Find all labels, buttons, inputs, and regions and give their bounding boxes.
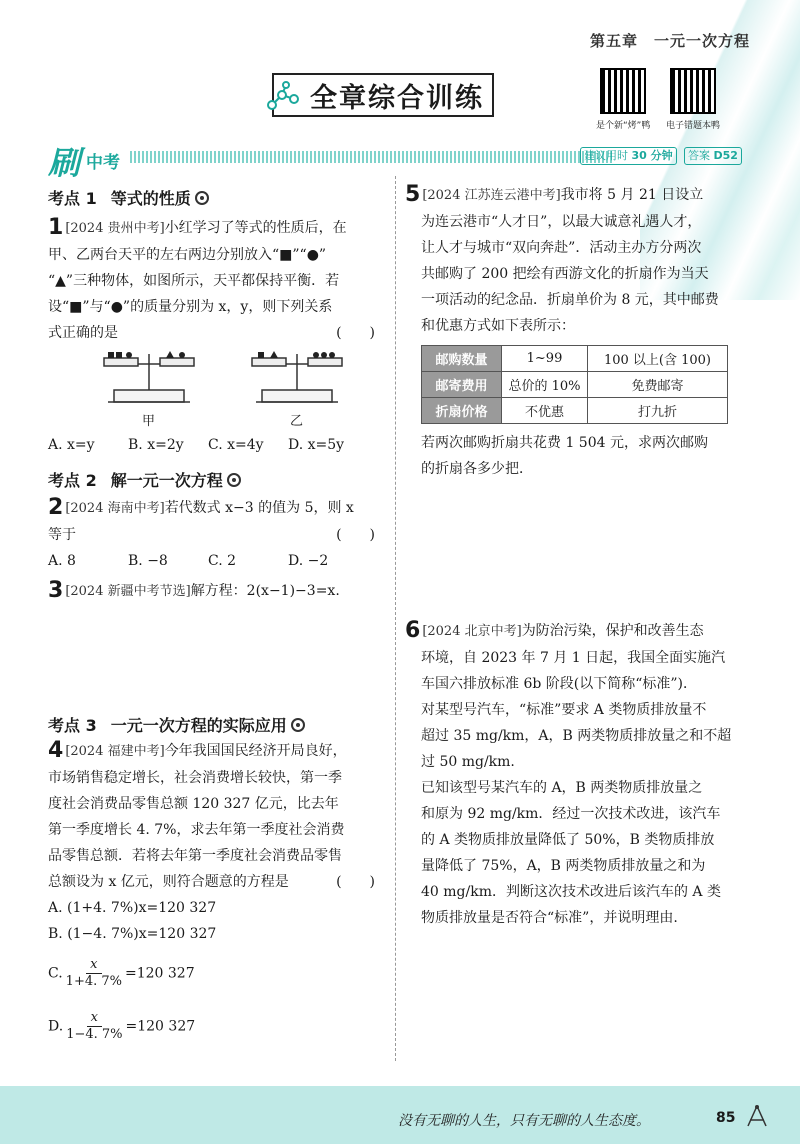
target-icon: [291, 718, 305, 732]
scale-caption-a: 甲: [142, 414, 156, 429]
brand-logo: 刷: [48, 144, 81, 182]
option-d[interactable]: D. $\frac{x}{1-4. 7\%}$ =120 327: [48, 1010, 196, 1042]
option-b[interactable]: B. (1−4. 7%)x=120 327: [48, 926, 217, 942]
left-column: [48, 180, 383, 1043]
question-5: 5 [2024 江苏连云港中考]我市将 5 月 21 日设立 为连云港市“人才日”，以最大诚意礼遇人才， 让人才与城市“双向奔赴”．活动主办方分两次 共邮购了 200 把绘有西游文化的折扇作为当天 一项活动的纪念品．折扇单价为 8 元，其中邮费 和优惠方式如下表所示： 邮购数量 1~99 100 以上(含 100) 邮寄费用 总价的 10% 免费邮寄 折扇价格 不优惠 打九折 若两次邮购折扇共花费 1 504 元，求两次邮购 的折扇各多少把．: [405, 182, 770, 482]
molecule-icon: [266, 81, 302, 111]
column-divider: [395, 176, 396, 1061]
qr-label-right: 电子错题本鸭: [666, 121, 721, 131]
target-icon: [227, 473, 241, 487]
page-title-box: [272, 73, 494, 117]
question-3: 3 [2024 新疆中考节选]解方程：2(x−1)−3=x.: [48, 578, 340, 603]
option-c[interactable]: C. x=4y: [208, 437, 264, 453]
table-row: 邮寄费用 总价的 10% 免费邮寄: [422, 372, 728, 398]
section-heading-3: 考点 3 一元一次方程的实际应用: [48, 713, 383, 736]
table-row: 邮购数量 1~99 100 以上(含 100): [422, 346, 728, 372]
section-brand-bar: [48, 142, 778, 182]
brand-sub: 中考: [86, 153, 120, 173]
qr-code-left[interactable]: [600, 68, 646, 114]
q2-options: [48, 548, 383, 574]
page-number: 85: [716, 1110, 736, 1126]
scale-caption-b: 乙: [290, 414, 304, 429]
table-row: 折扇价格 不优惠 打九折: [422, 398, 728, 424]
section-heading-1: 考点 1 等式的性质: [48, 186, 383, 209]
option-d[interactable]: D. x=5y: [288, 437, 345, 453]
question-1: 1 [2024 贵州中考]小红学习了等式的性质后，在 甲、乙两台天平的左右两边分别放入“■”“●” “▲”三种物体，如图所示，天平都保持平衡．若 设“■”与“●”的质量分别为 x，y，则下列关系 式正确的是 ( ) 甲 乙 A. x=y B. x=2y C. x=4y D. x=5y: [48, 215, 383, 458]
right-column: [405, 182, 770, 931]
question-4: 4 [2024 福建中考]今年我国国民经济开局良好， 市场销售稳定增长，社会消费增长较快，第一季 度社会消费品零售总额 120 327 亿元，比去年 第一季度增长 4. 7%，求去年第一季度社会消费 品零售总额．若将去年第一季度社会消费品零售 总额设为 x 亿元，则符合题意的方程是 ( ) A. (1+4. 7%)x=120 327 B. (1−4. 7%)x=120 327 C. $\frac{x}{1+4. 7\%}$ =120 327 D. $\frac{x}{1-4. 7\%}$ =120 327: [48, 738, 383, 1043]
page-footer: [0, 1086, 800, 1144]
q1-options: [48, 432, 383, 458]
target-icon: [195, 191, 209, 205]
answer-ref[interactable]: 答案 D52: [684, 147, 742, 165]
balance-scales-figure: [94, 350, 354, 429]
chapter-label: 第五章 一元一次方程: [590, 32, 751, 50]
option-c[interactable]: C. $\frac{x}{1+4. 7\%}$ =120 327: [48, 957, 195, 989]
qr-code-right[interactable]: [670, 68, 716, 114]
section-heading-2: 考点 2 解一元一次方程: [48, 468, 383, 491]
option-c[interactable]: C. 2: [208, 553, 237, 569]
option-d[interactable]: D. −2: [288, 553, 329, 569]
balance-scales-icon: [94, 350, 354, 420]
footer-motto: 没有无聊的人生，只有无聊的人生态度。: [398, 1113, 650, 1129]
dotted-rule: [130, 151, 614, 163]
question-2: 2 [2024 海南中考]若代数式 x−3 的值为 5，则 x 等于 ( ) A. 8 B. −8 C. 2 D. −2: [48, 495, 383, 574]
qr-label-left: 是个新“烤”鸭: [596, 121, 651, 131]
compass-icon: [744, 1104, 770, 1128]
question-6: 6 [2024 北京中考]为防治污染，保护和改善生态 环境，自 2023 年 7 月 1 日起，我国全面实施汽 车国六排放标准 6b 阶段(以下简称“标准”)． 对某型号汽车，“标准”要求 A 类物质排放量不 超过 35 mg/km，A，B 两类物质排放量之和不超 过 50 mg/km. 已知该型号某汽车的 A，B 两类物质排放量之 和原为 92 mg/km．经过一次技术改进，该汽车 的 A 类物质排放量降低了 50%，B 类物质排放 量降低了 75%，A，B 两类物质排放量之和为 40 mg/km．判断这次技术改进后该汽车的 A 类 物质排放量是否符合“标准”，并说明理由.: [405, 618, 732, 926]
page-title: 全章综合训练: [310, 82, 484, 114]
option-a[interactable]: A. x=y: [48, 437, 95, 453]
pricing-table: [421, 345, 728, 424]
option-b[interactable]: B. x=2y: [128, 437, 184, 453]
option-a[interactable]: A. 8: [48, 553, 76, 569]
option-b[interactable]: B. −8: [128, 553, 168, 569]
suggested-time: 建议用时 30 分钟: [580, 147, 677, 165]
option-a[interactable]: A. (1+4. 7%)x=120 327: [48, 900, 217, 916]
